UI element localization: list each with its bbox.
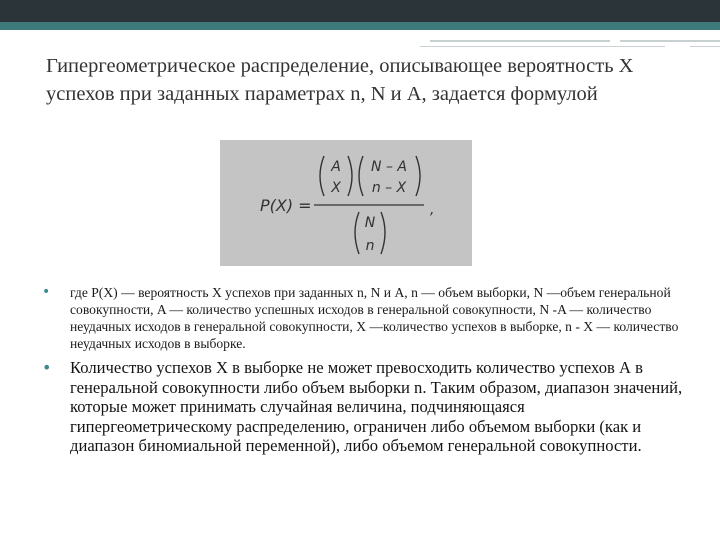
- formula-lhs: P(X) =: [260, 196, 312, 215]
- binomial-paren-right: [348, 156, 352, 196]
- bullet-icon: •: [42, 358, 52, 377]
- header-accent-line: [430, 40, 610, 42]
- binom-top-left-lower: X: [331, 180, 341, 196]
- binomial-paren-right: [381, 212, 385, 254]
- binomial-paren-left: [359, 156, 363, 196]
- formula-trailing-comma: ,: [430, 202, 435, 218]
- slide-title: Гипергеометрическое распределение, описывающее вероятность X успехов при заданных параметрах n, N и A, задается формулой: [46, 55, 634, 105]
- binomial-paren-right: [416, 156, 420, 196]
- binomial-paren-left: [320, 156, 324, 196]
- binomial-paren-left: [355, 212, 359, 254]
- header-accent-line: [690, 46, 720, 47]
- bullet-icon: •: [42, 284, 51, 300]
- header-stripe: [0, 22, 720, 30]
- header-accent-line: [420, 46, 665, 47]
- header-accent-line: [620, 40, 720, 42]
- binom-top-right-upper: N – A: [371, 159, 407, 175]
- binom-top-right-lower: n – X: [371, 180, 407, 196]
- header-bar: [0, 0, 720, 22]
- binom-bottom-upper: N: [364, 215, 376, 231]
- bullet-item-definitions: [38, 284, 688, 352]
- formula-image: [220, 140, 472, 266]
- bullet-item-range: [38, 358, 688, 456]
- bullet-text: Количество успехов X в выборке не может превосходить количество успехов А в генеральной совокупности либо объем выборки n. Таким образом, диапазон значений, которые может принимать случайная величина, подчиняющаяся гипергеометрическому распределению, ограничен либо объемом выборки (как и диапазон биномиальной переменной), либо объемом генеральной совокупности.: [70, 358, 683, 456]
- bullet-list: [38, 284, 688, 456]
- bullet-text: где Р(Х) — вероятность X успехов при заданных n, N и A, n — объем выборки, N —объем генеральной совокупности, A — количество успешных исходов в генеральной совокупности, N -A — количество неудачных исходов в генеральной совокупности, X —количество успехов в выборке, n - X — количество неудачных исходов в выборке.: [70, 285, 679, 351]
- binom-bottom-lower: n: [365, 238, 375, 254]
- binom-top-left-upper: A: [331, 159, 341, 175]
- hypergeometric-formula: [220, 140, 472, 266]
